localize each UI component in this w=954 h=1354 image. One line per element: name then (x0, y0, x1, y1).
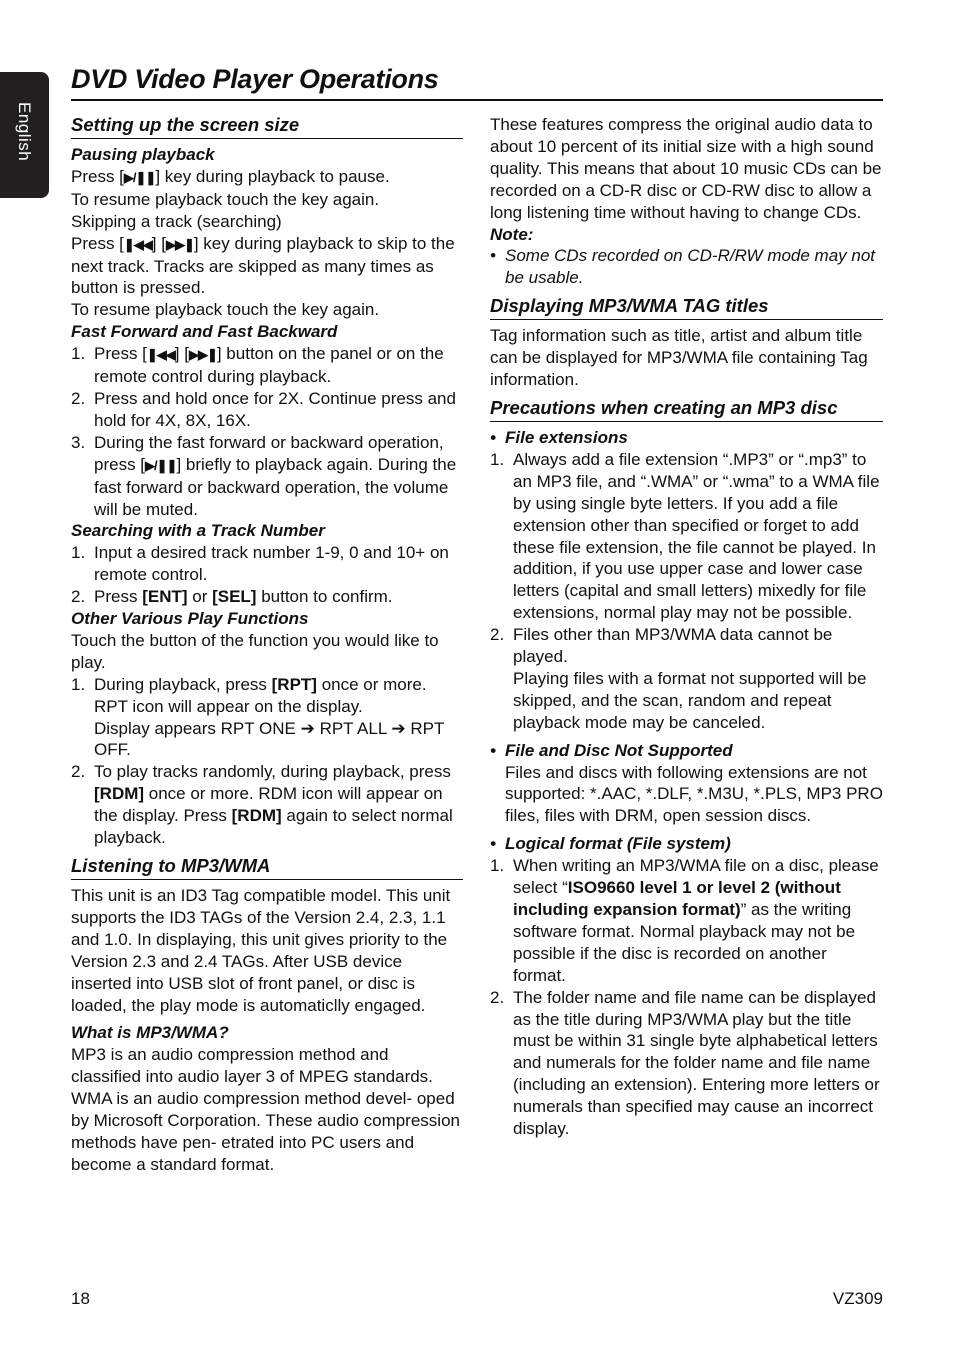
heading-precautions: Precautions when creating an MP3 disc (490, 397, 883, 422)
language-tab (0, 72, 49, 198)
file-extensions-heading: • File extensions (490, 427, 628, 447)
what-is-text: MP3 is an audio compression method and classified into audio layer 3 of MPEG standards. WMA is an audio compression method devel- oped by Microsoft Corporation. These audio compression methods have pen- etrated into PC users and become a standard format. (71, 1045, 460, 1174)
left-column (71, 114, 463, 1176)
page-title: DVD Video Player Operations (71, 64, 439, 94)
play-pause-icon: ▶/❚❚ (145, 457, 177, 473)
logical-format-list (490, 855, 883, 1140)
subheading-other: Other Various Play Functions (71, 609, 309, 629)
right-column (490, 114, 883, 1140)
next-track-icon: ▶▶❚ (165, 236, 194, 252)
other-list (71, 674, 463, 849)
extensions-list (490, 449, 883, 734)
heading-listening: Listening to MP3/WMA (71, 855, 463, 880)
subheading-what-is: What is MP3/WMA? (71, 1023, 229, 1043)
pausing-resume: To resume playback touch the key again. (71, 189, 380, 209)
heading-setup: Setting up the screen size (71, 114, 463, 139)
not-supported-heading: • File and Disc Not Supported (490, 740, 733, 760)
subheading-search: Searching with a Track Number (71, 521, 325, 541)
list-item: 1. During playback, press [RPT] once or more. RPT icon will appear on the display. Display appears RPT ONE ➔ RPT ALL ➔ RPT OFF. (71, 674, 445, 760)
list-item: 2. Press and hold once for 2X. Continue press and hold for 4X, 8X, 16X. (71, 388, 456, 430)
next-track-icon: ▶▶❚ (188, 347, 217, 363)
list-item: 2. To play tracks randomly, during playback, press [RDM] once or more. RDM icon will appear on the display. Press [RDM] again to select normal playback. (71, 762, 453, 848)
tag-text: Tag information such as title, artist and album title can be displayed for MP3/WMA file containing Tag information. (490, 326, 868, 390)
list-item: 2. The folder name and file name can be displayed as the title during MP3/WMA play but the title must be within 31 single byte alphabetical letters and numerals for the folder name and file name (including an extension). Entering more letters or numerals than specified may cause an incorrect display. (490, 987, 880, 1139)
list-item: 1. When writing an MP3/WMA file on a disc, please select “ISO9660 level 1 or level 2 (without including expansion format)” as the writing software format. Normal playback may not be possible if the disc is recorded on another format. (490, 856, 879, 985)
fast-forward-list (71, 343, 463, 520)
previous-track-icon: ❚◀◀ (146, 347, 175, 363)
subheading-fast-forward: Fast Forward and Fast Backward (71, 322, 338, 342)
note-item: • Some CDs recorded on CD-R/RW mode may not be usable. (490, 246, 876, 288)
previous-track-icon: ❚◀◀ (123, 236, 152, 252)
logical-format-heading: • Logical format (File system) (490, 834, 731, 854)
language-label: English (15, 102, 34, 162)
play-pause-icon: ▶/❚❚ (123, 169, 156, 185)
model-number: VZ309 (832, 1289, 883, 1308)
skip-text: Press [❚◀◀] [▶▶❚] key during playback to skip to the next track. Tracks are skipped as many times as button is pressed. (71, 233, 455, 298)
list-item: 1. Always add a file extension “.MP3” or “.mp3” to an MP3 file, and “.WMA” or “.wma” to a WMA file by using single byte letters. If you add a file extension other than specified or forget to add these file extension, the file cannot be played. In addition, if you use upper case and lower case letters (capital and small letters) mixedly for file extensions, normal play may not be possible. (490, 449, 880, 623)
not-supported-text: Files and discs with following extensions are not supported: *.AAC, *.DLF, *.M3U, *.PLS, MP3 PRO files, files with DRM, open session discs. (505, 762, 883, 826)
title-rule (71, 99, 883, 101)
list-item: 2. Press [ENT] or [SEL] button to confirm. (71, 587, 393, 607)
note-heading: Note: (490, 224, 534, 244)
heading-tag-titles: Displaying MP3/WMA TAG titles (490, 295, 883, 320)
subheading-pausing: Pausing playback (71, 145, 215, 164)
other-intro: Touch the button of the function you would like to play. (71, 630, 439, 672)
list-item: 2. Files other than MP3/WMA data cannot be played. Playing files with a format not supported will be skipped, and the scan, random and repeat playback mode may be canceled. (490, 625, 867, 732)
list-item: 1. Press [❚◀◀] [▶▶❚] button on the panel or on the remote control during playback. (71, 344, 444, 387)
list-item: 1. Input a desired track number 1-9, 0 and 10+ on remote control. (71, 543, 449, 585)
list-item: 3. During the fast forward or backward operation, press [▶/❚❚] briefly to playback again. During the fast forward or backward operation, the volume will be muted. (71, 432, 457, 519)
page-number: 18 (71, 1289, 90, 1308)
pausing-text: Press [▶/❚❚] key during playback to pause. (71, 166, 390, 186)
skip-resume: To resume playback touch the key again. (71, 300, 380, 320)
skip-heading: Skipping a track (searching) (71, 211, 282, 231)
intro-text: These features compress the original audio data to about 10 percent of its initial size with a high sound quality. This means that about 10 music CDs can be recorded on a CD-R disc or CD-RW disc to allow a long listening time without having to change CDs. (490, 115, 882, 222)
listening-text: This unit is an ID3 Tag compatible model. This unit supports the ID3 TAGs of the Version 2.4, 2.3, 1.1 and 1.0. In displaying, this unit gives priority to the Version 2.3 and 2.4 TAGs. After USB device inserted into USB slot of front panel, or disc is loaded, the play mode is automaticlly engaged. (71, 886, 451, 1015)
search-list (71, 542, 463, 608)
